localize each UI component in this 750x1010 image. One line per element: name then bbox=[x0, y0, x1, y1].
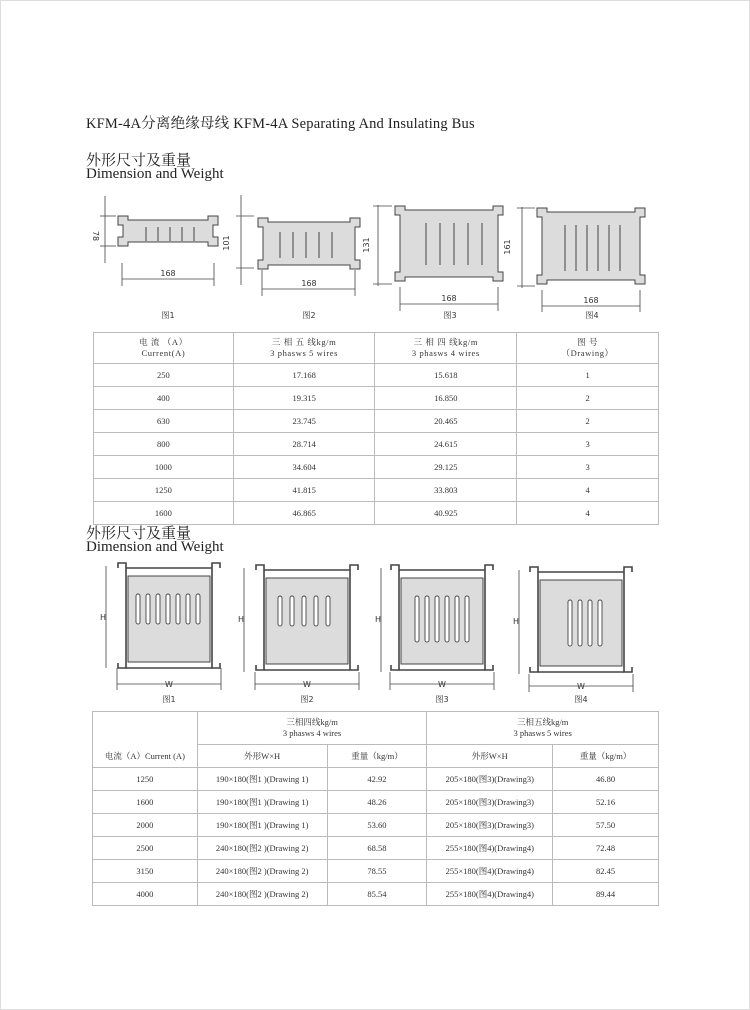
s2-fig3-caption: 图3 bbox=[435, 695, 449, 704]
section1-title-cn: 外形尺寸及重量 bbox=[86, 151, 192, 169]
fig1-height-label: 78 bbox=[91, 230, 100, 242]
table-row: 1250 41.815 33.803 4 bbox=[94, 479, 659, 502]
fig3-width-label: 168 bbox=[441, 294, 457, 303]
s2-fig4-w-label: W bbox=[577, 682, 585, 691]
fig4-height-label: 161 bbox=[503, 239, 512, 255]
s2-fig3-h-label: H bbox=[375, 615, 382, 624]
table-row: 630 23.745 20.465 2 bbox=[94, 410, 659, 433]
table-row: 800 28.714 24.615 3 bbox=[94, 433, 659, 456]
header-weight-5: 重量（kg/m） bbox=[553, 745, 659, 768]
s2-fig3-w-label: W bbox=[438, 680, 446, 689]
fig1-width-label: 168 bbox=[160, 269, 176, 278]
section2-drawing-3 bbox=[381, 565, 494, 690]
slot-pills bbox=[136, 594, 200, 624]
group-five-wires: 三相五线kg/m 3 phasws 5 wires bbox=[427, 712, 659, 745]
s1-fig3-caption: 图3 bbox=[443, 311, 457, 320]
table-row: 1250 190×180(图1 )(Drawing 1) 42.92 205×180(图3)(Drawing3) 46.80 bbox=[93, 768, 659, 791]
table-row: 1600 46.865 40.925 4 bbox=[94, 502, 659, 525]
section1-drawing-1 bbox=[100, 196, 218, 286]
section1-title-en: Dimension and Weight bbox=[86, 166, 224, 182]
table-row: 4000 240×180(图2 )(Drawing 2) 85.54 255×180(图4)(Drawing4) 89.44 bbox=[93, 883, 659, 906]
s1-fig1-caption: 图1 bbox=[161, 311, 175, 320]
table-row: 1000 34.604 29.125 3 bbox=[94, 456, 659, 479]
weight-table-2 bbox=[92, 711, 659, 906]
section2-drawing-1 bbox=[106, 563, 221, 690]
section2-title-cn: 外形尺寸及重量 bbox=[86, 524, 192, 542]
section2-drawing-2 bbox=[244, 565, 359, 690]
header-weight-4: 重量（kg/m） bbox=[327, 745, 427, 768]
s2-fig2-h-label: H bbox=[238, 615, 245, 624]
group-four-wires: 三相四线kg/m 3 phasws 4 wires bbox=[197, 712, 427, 745]
fig4-width-label: 168 bbox=[583, 296, 599, 305]
s2-fig1-h-label: H bbox=[100, 613, 107, 622]
table2-group-header-row bbox=[93, 712, 659, 745]
table2-header-row bbox=[93, 745, 659, 768]
s2-fig2-w-label: W bbox=[303, 680, 311, 689]
weight-table-1 bbox=[93, 332, 659, 525]
s1-fig4-caption: 图4 bbox=[585, 311, 599, 320]
header-shape-4: 外形W×H bbox=[197, 745, 327, 768]
header-current: 电 流 （A） Current(A) bbox=[94, 333, 234, 364]
header-drawing: 图 号 （Drawing） bbox=[517, 333, 659, 364]
empty-corner bbox=[93, 712, 198, 745]
table-row: 2500 240×180(图2 )(Drawing 2) 68.58 255×180(图4)(Drawing4) 72.48 bbox=[93, 837, 659, 860]
section1-drawing-3 bbox=[373, 205, 503, 311]
section2-title-en: Dimension and Weight bbox=[86, 539, 224, 555]
s1-fig2-caption: 图2 bbox=[302, 311, 316, 320]
table-row: 250 17.168 15.618 1 bbox=[94, 364, 659, 387]
section2-drawing-4 bbox=[519, 567, 633, 692]
table-row: 400 19.315 16.850 2 bbox=[94, 387, 659, 410]
fig2-width-label: 168 bbox=[301, 279, 317, 288]
header-current: 电流（A）Current (A) bbox=[93, 745, 198, 768]
fig3-height-label: 131 bbox=[362, 237, 371, 253]
document-title: KFM-4A分离绝缘母线 KFM-4A Separating And Insulating Bus bbox=[86, 116, 475, 132]
s2-fig1-caption: 图1 bbox=[162, 695, 176, 704]
section1-drawing-2 bbox=[236, 195, 360, 296]
s2-fig4-h-label: H bbox=[513, 617, 520, 626]
header-shape-5: 外形W×H bbox=[427, 745, 553, 768]
s2-fig1-w-label: W bbox=[165, 680, 173, 689]
header-five-wires: 三 相 五 线kg/m 3 phasws 5 wires bbox=[233, 333, 375, 364]
table-row: 2000 190×180(图1 )(Drawing 1) 53.60 205×180(图3)(Drawing3) 57.50 bbox=[93, 814, 659, 837]
header-four-wires: 三 相 四 线kg/m 3 phasws 4 wires bbox=[375, 333, 517, 364]
table-row: 1600 190×180(图1 )(Drawing 1) 48.26 205×180(图3)(Drawing3) 52.16 bbox=[93, 791, 659, 814]
table-row: 3150 240×180(图2 )(Drawing 2) 78.55 255×180(图4)(Drawing4) 82.45 bbox=[93, 860, 659, 883]
s2-fig2-caption: 图2 bbox=[300, 695, 314, 704]
section1-drawing-4 bbox=[517, 207, 645, 312]
s2-fig4-caption: 图4 bbox=[574, 695, 588, 704]
table1-header-row bbox=[94, 333, 659, 364]
fig2-height-label: 101 bbox=[222, 235, 231, 251]
